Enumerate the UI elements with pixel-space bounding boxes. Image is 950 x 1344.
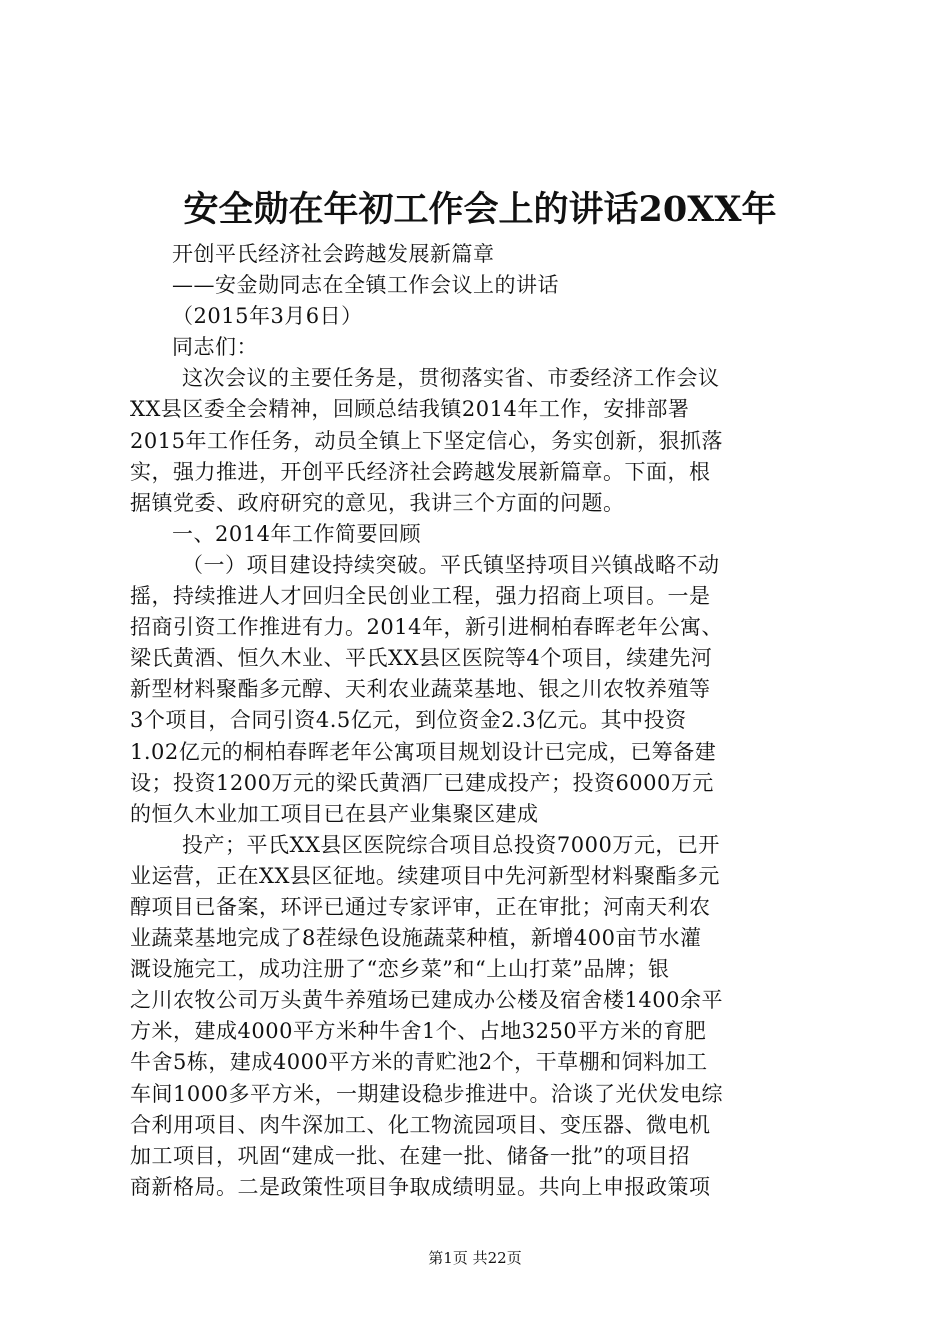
paragraph-line: （一）项目建设持续突破。平氏镇坚持项目兴镇战略不动	[182, 552, 720, 577]
paragraph-line: 合利用项目、肉牛深加工、化工物流园项目、变压器、微电机	[130, 1112, 711, 1137]
document-body	[130, 239, 830, 1203]
paragraph-line: 新型材料聚酯多元醇、天利农业蔬菜基地、银之川农牧养殖等	[130, 677, 711, 702]
paragraph-line: 车间1000多平方米，一期建设稳步推进中。洽谈了光伏发电综	[130, 1081, 723, 1106]
document-title: 安全勋在年初工作会上的讲话20XX年	[183, 189, 777, 230]
date-line: （2015年3月6日）	[172, 304, 363, 329]
page-number-footer: 第1页 共22页	[428, 1249, 522, 1267]
paragraph-line: 业运营，正在XX县区征地。续建项目中先河新型材料聚酯多元	[130, 863, 720, 888]
paragraph-line: 方米，建成4000平方米种牛舍1个、占地3250平方米的育肥	[130, 1019, 707, 1044]
paragraph-line: 之川农牧公司万头黄牛养殖场已建成办公楼及宿舍楼1400余平	[130, 988, 723, 1013]
paragraph-line: 据镇党委、政府研究的意见，我讲三个方面的问题。	[130, 490, 625, 515]
paragraph-line: 商新格局。二是政策性项目争取成绩明显。共向上申报政策项	[130, 1174, 711, 1199]
paragraph-line: 1.02亿元的桐柏春晖老年公寓项目规划设计已完成，已筹备建	[130, 739, 717, 764]
paragraph-line: 溉设施完工，成功注册了“恋乡菜”和“上山打菜”品牌；银	[130, 957, 670, 982]
paragraph-line: 设；投资1200万元的梁氏黄酒厂已建成投产；投资6000万元	[130, 770, 714, 795]
salutation-line: 同志们：	[172, 335, 258, 360]
paragraph-line: 实，强力推进，开创平氏经济社会跨越发展新篇章。下面，根	[130, 459, 711, 484]
section-heading: 一、2014年工作简要回顾	[172, 521, 421, 546]
paragraph-line: 2015年工作任务，动员全镇上下坚定信心，务实创新，狠抓落	[130, 428, 723, 453]
paragraph-line: 牛舍5栋，建成4000平方米的青贮池2个，干草棚和饲料加工	[130, 1050, 708, 1075]
paragraph-line: 梁氏黄酒、恒久木业、平氏XX县区医院等4个项目，续建先河	[130, 646, 713, 671]
speaker-line: ——安金勋同志在全镇工作会议上的讲话	[172, 273, 559, 298]
paragraph-line: 招商引资工作推进有力。2014年，新引进桐柏春晖老年公寓、	[130, 615, 723, 640]
paragraph-line: XX县区委全会精神，回顾总结我镇2014年工作，安排部署	[130, 397, 690, 422]
paragraph-line: 加工项目，巩固“建成一批、在建一批、储备一批”的项目招	[130, 1143, 690, 1168]
paragraph-line: 投产；平氏XX县区医院综合项目总投资7000万元，已开	[182, 832, 720, 857]
paragraph-line: 摇，持续推进人才回归全民创业工程，强力招商上项目。一是	[130, 584, 711, 609]
paragraph-line: 3个项目，合同引资4.5亿元，到位资金2.3亿元。其中投资	[130, 708, 687, 733]
paragraph-line: 这次会议的主要任务是，贯彻落实省、市委经济工作会议	[182, 366, 720, 391]
paragraph-line: 的恒久木业加工项目已在县产业集聚区建成	[130, 801, 539, 826]
paragraph-line: 业蔬菜基地完成了8茬绿色设施蔬菜种植，新增400亩节水灌	[130, 926, 702, 951]
paragraph-line: 醇项目已备案，环评已通过专家评审，正在审批；河南天利农	[130, 894, 711, 919]
subtitle-line: 开创平氏经济社会跨越发展新篇章	[172, 242, 495, 266]
